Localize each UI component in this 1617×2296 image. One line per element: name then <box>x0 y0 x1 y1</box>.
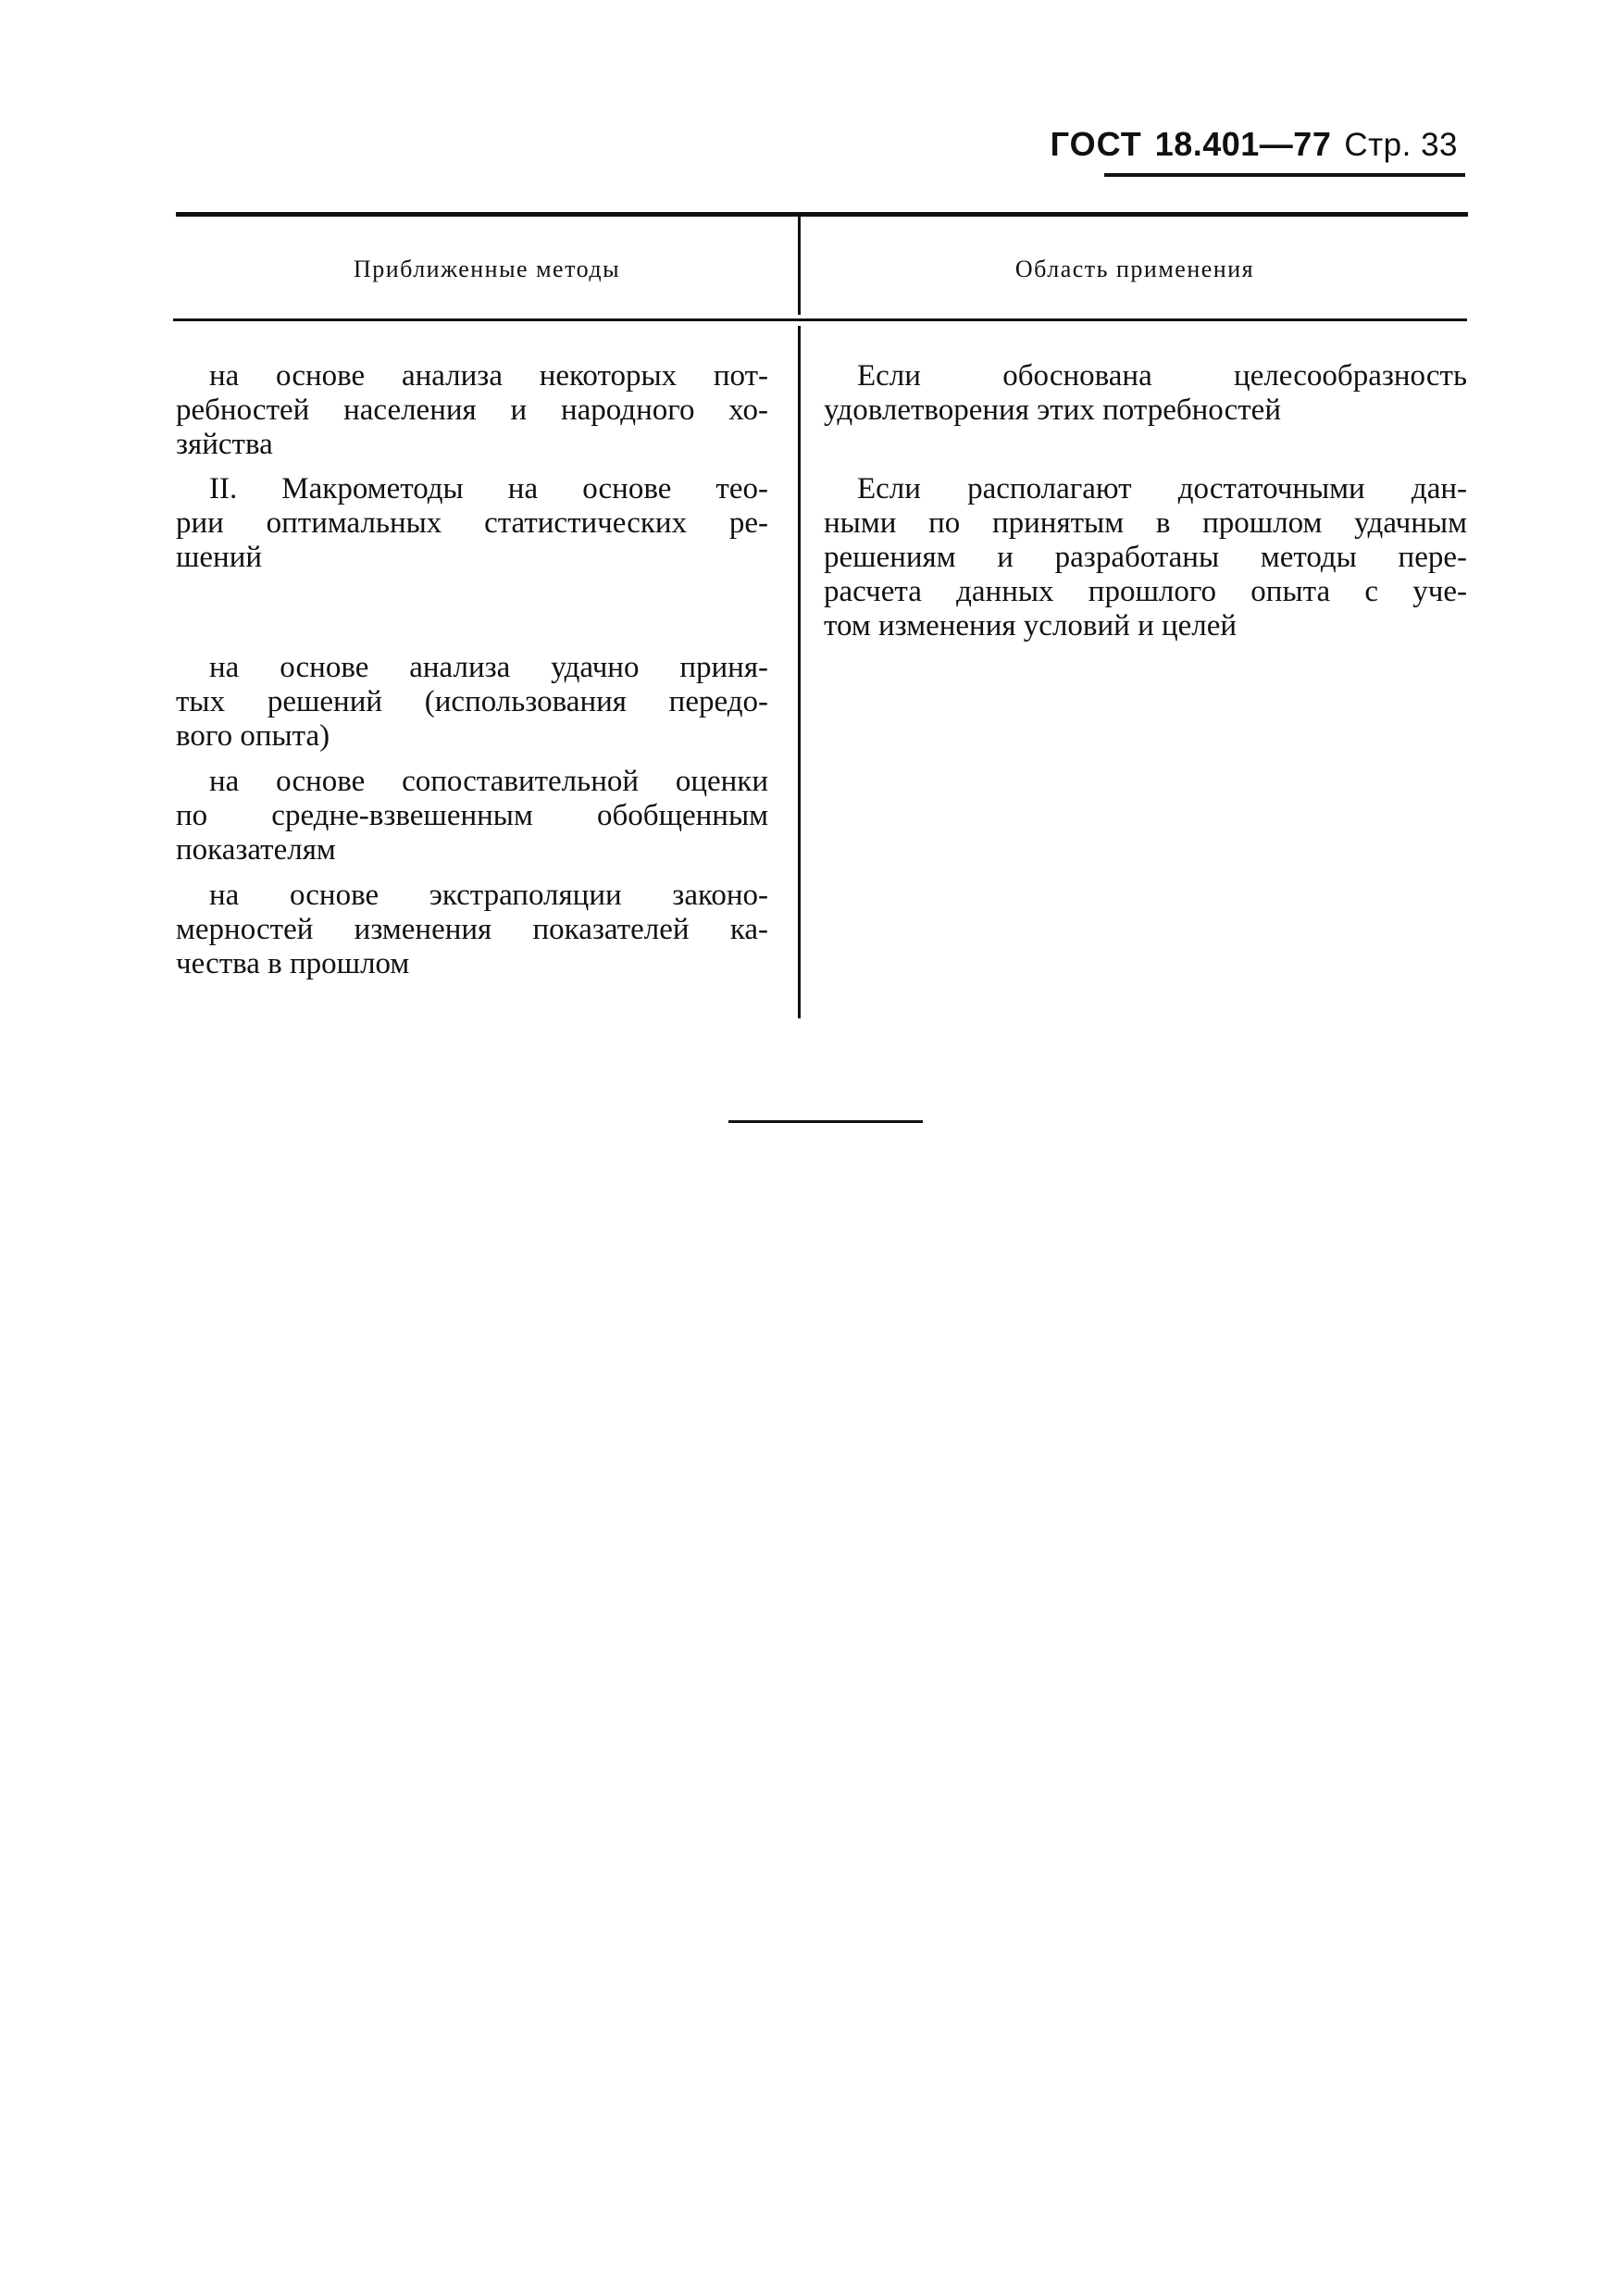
text-line: вого опыта) <box>176 719 330 753</box>
text-line: расчета данных прошлого опыта с уче- <box>824 575 1467 608</box>
text-line: на основе экстраполяции законо- <box>209 879 768 912</box>
text-line: шений <box>176 541 263 574</box>
text-line: показателям <box>176 833 336 867</box>
text-line: решениям и разработаны методы пере- <box>824 541 1467 574</box>
text-line: ребностей населения и народного хо- <box>176 393 768 427</box>
column-header-application: Область применения <box>1014 256 1255 282</box>
application-cell <box>824 359 1467 428</box>
application-cell <box>824 472 1467 643</box>
running-header <box>1051 124 1458 166</box>
method-cell <box>176 765 768 867</box>
method-cell <box>176 472 768 575</box>
method-cell <box>176 359 768 462</box>
section-end-rule <box>728 1120 923 1123</box>
column-divider-body <box>798 326 801 1018</box>
document-number: 18.401—77 <box>1154 125 1332 163</box>
text-line: Если располагают достаточными дан- <box>857 472 1467 505</box>
text-line: том изменения условий и целей <box>824 609 1238 643</box>
standard-prefix: ГОСТ <box>1050 125 1142 163</box>
text-line: на основе анализа некоторых пот- <box>209 359 768 393</box>
method-cell <box>176 879 768 981</box>
column-header-methods: Приближенные методы <box>353 256 621 282</box>
text-line: чества в прошлом <box>176 947 410 980</box>
table-header-rule <box>173 318 1467 321</box>
text-line: рии оптимальных статистических ре- <box>176 506 768 540</box>
table-top-rule <box>176 212 1468 217</box>
text-line: мерностей изменения показателей ка- <box>176 913 768 946</box>
text-line: Если обоснована целесообразность <box>857 359 1467 393</box>
page-number: Стр. 33 <box>1344 127 1458 163</box>
text-line: на основе сопоставительной оценки <box>209 765 768 798</box>
text-line: на основе анализа удачно приня- <box>209 651 768 684</box>
text-line: ными по принятым в прошлом удачным <box>824 506 1467 540</box>
header-underline <box>1104 173 1465 177</box>
text-line: II. Макрометоды на основе тео- <box>209 472 768 505</box>
text-line: тых решений (использования передо- <box>176 685 768 718</box>
text-line: удовлетворения этих потребностей <box>824 393 1281 427</box>
text-line: по средне-взвешенным обобщенным <box>176 799 768 832</box>
text-line: зяйства <box>176 428 273 461</box>
method-cell <box>176 651 768 754</box>
